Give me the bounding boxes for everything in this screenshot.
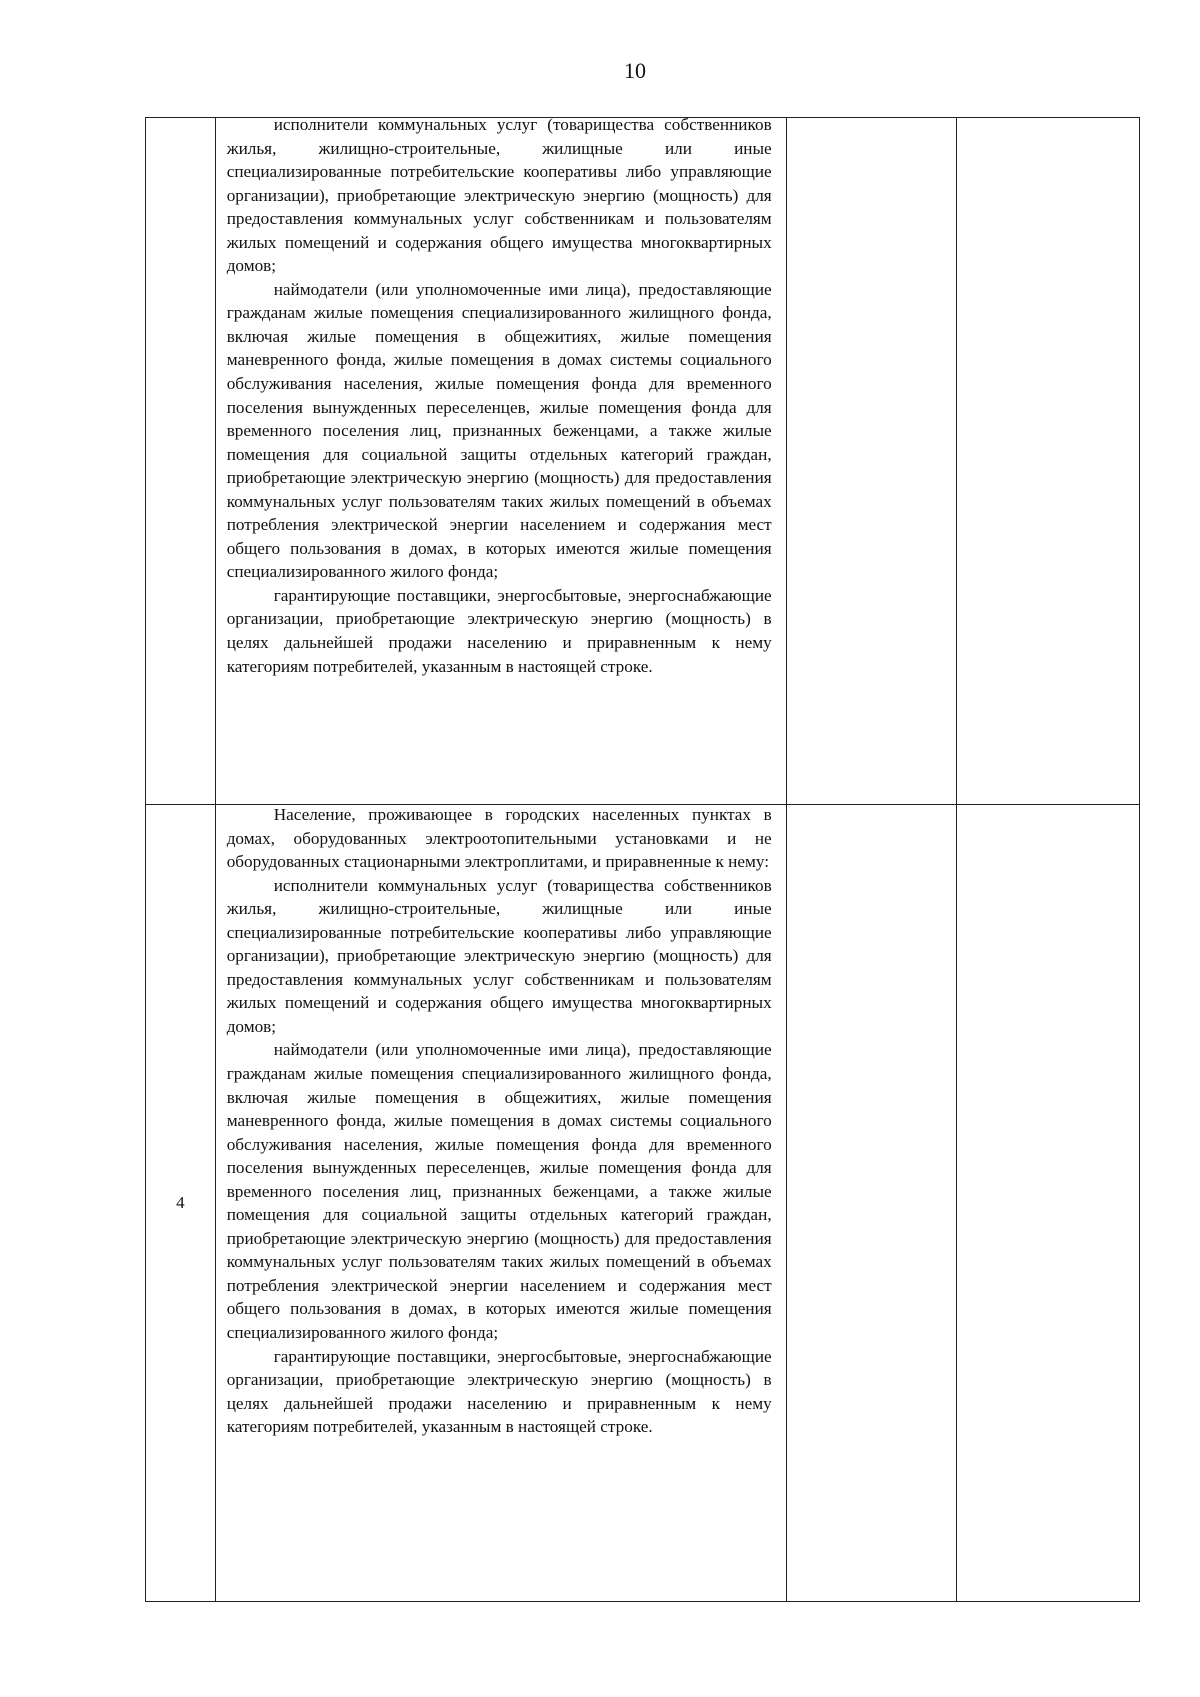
paragraph: исполнители коммунальных услуг (товарищества собственников жилья, жилищно-строительные, жилищные или иные специализированные потребительские кооперативы либо управляющие организации), приобретающие электрическую энергию (мощность) для предоставления коммунальных услуг собственникам и пользователям жилых помещений и содержания общего имущества многоквартирных домов;	[226, 875, 772, 1036]
paragraph: исполнители коммунальных услуг (товарищества собственников жилья, жилищно-строительные, жилищные или иные специализированные потребительские кооперативы либо управляющие организации), приобретающие электрическую энергию (мощность) для предоставления коммунальных услуг собственникам и пользователям жилых помещений и содержания общего имущества многоквартирных домов;	[226, 115, 772, 276]
paragraph: Население, проживающее в городских населенных пунктах в домах, оборудованных электроотопительными установками и не оборудованных стационарными электроплитами, и приравненные к нему:	[226, 805, 772, 872]
row-description-cell	[215, 805, 787, 1602]
paragraph: наймодатели (или уполномоченные ими лица), предоставляющие гражданам жилые помещения специализированного жилищного фонда, включая жилые помещения в общежитиях, жилые помещения маневренного фонда, жилые помещения в домах системы социального обслуживания населения, жилые помещения фонда для временного поселения вынужденных переселенцев, жилые помещения фонда для временного поселения лиц, признанных беженцами, а также жилые помещения для социальной защиты отдельных категорий граждан, приобретающие электрическую энергию (мощность) для предоставления коммунальных услуг пользователям таких жилых помещений в объемах потребления электрической энергии населением и содержания мест общего пользования в домах, в которых имеются жилые помещения специализированного жилого фонда;	[226, 279, 772, 582]
tariff-table	[145, 117, 1140, 1602]
empty-cell	[957, 118, 1140, 805]
page-number: 10	[624, 58, 646, 83]
row-description-cell	[215, 115, 787, 805]
table-row	[146, 805, 1140, 1602]
empty-cell	[787, 118, 957, 805]
paragraph: наймодатели (или уполномоченные ими лица), предоставляющие гражданам жилые помещения специализированного жилищного фонда, включая жилые помещения в общежитиях, жилые помещения маневренного фонда, жилые помещения в домах системы социального обслуживания населения, жилые помещения фонда для временного поселения вынужденных переселенцев, жилые помещения фонда для временного поселения лиц, признанных беженцами, а также жилые помещения для социальной защиты отдельных категорий граждан, приобретающие электрическую энергию (мощность) для предоставления коммунальных услуг пользователям таких жилых помещений в объемах потребления электрической энергии населением и содержания мест общего пользования в домах, в которых имеются жилые помещения специализированного жилого фонда;	[226, 1040, 772, 1343]
table-row	[146, 118, 1140, 805]
paragraph: гарантирующие поставщики, энергосбытовые, энергоснабжающие организации, приобретающие электрическую энергию (мощность) в целях дальнейшей продажи населению и приравненным к нему категориям потребителей, указанным в настоящей строке.	[226, 1346, 772, 1437]
paragraph: гарантирующие поставщики, энергосбытовые, энергоснабжающие организации, приобретающие электрическую энергию (мощность) в целях дальнейшей продажи населению и приравненным к нему категориям потребителей, указанным в настоящей строке.	[226, 585, 772, 676]
row-number-cell	[146, 118, 216, 805]
row-number-cell: 4	[146, 805, 216, 1602]
empty-cell	[787, 805, 957, 1602]
empty-cell	[957, 805, 1140, 1602]
